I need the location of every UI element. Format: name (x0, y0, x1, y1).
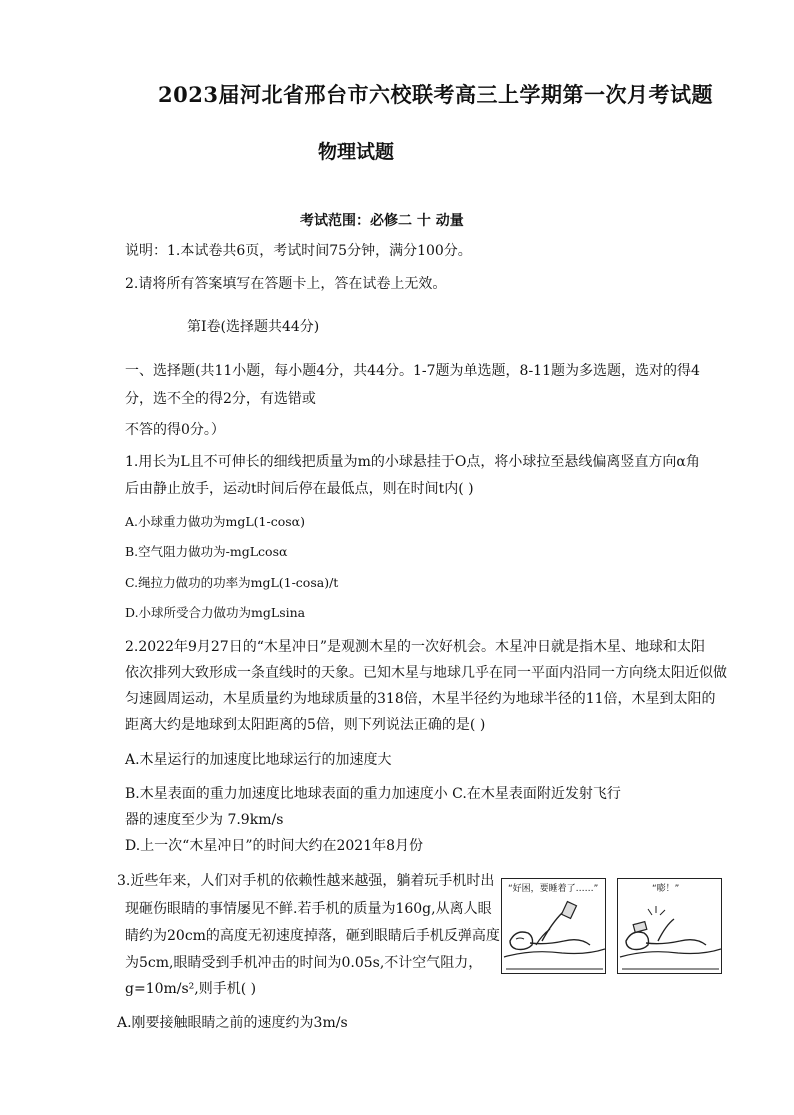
instruction-line-2: 2.请将所有答案填写在答题卡上，答在试卷上无效。 (125, 276, 447, 292)
subject-title: 物理试题 (318, 141, 395, 163)
q2-stem-line-1: 2.2022年9月27日的“木星冲日”是观测木星的一次好机会。木星冲日就是指木星、地球和太阳 (125, 639, 706, 655)
phone-drop-figure (501, 878, 725, 974)
q1-option-a: A.小球重力做功为mgL(1-cosα) (125, 514, 305, 529)
figure-panel-bang (617, 878, 722, 974)
q3-stem-line-4: 为5cm,眼睛受到手机冲击的时间为0.05s,不计空气阻力， (125, 955, 483, 971)
q1-option-d: D.小球所受合力做功为mgLsina (125, 605, 306, 620)
figure-panel-sleepy (501, 878, 606, 974)
q1-stem-line-2: 后由静止放手，运动t时间后停在最低点，则在时间t内( ) (125, 481, 474, 497)
person-lying-illustration (502, 879, 606, 974)
q2-option-a: A.木星运行的加速度比地球运行的加速度大 (125, 752, 392, 768)
q2-stem-line-3: 匀速圆周运动，木星质量约为地球质量的318倍，木星半径约为地球半径的11倍，木星到太阳的 (125, 691, 716, 707)
part1-title: 第Ⅰ卷(选择题共44分) (187, 319, 320, 335)
q3-option-a: A.刚要接触眼睛之前的速度约为3m/s (117, 1015, 348, 1031)
q3-stem-line-3: 睛约为20cm的高度无初速度掉落，砸到眼睛后手机反弹高度 (125, 928, 500, 944)
q1-option-b: B.空气阻力做功为-mgLcosα (125, 544, 288, 559)
q3-stem-line-5: g=10m/s²,则手机( ) (125, 981, 257, 997)
q2-stem-line-2: 依次排列大致形成一条直线时的天象。已知木星与地球几乎在同一平面内沿同一方向绕太阳近似做 (125, 665, 727, 681)
q3-stem-line-1: 3.近些年来，人们对手机的依赖性越来越强，躺着玩手机时出 (117, 873, 495, 889)
q2-stem-line-4: 距离大约是地球到太阳距离的5倍，则下列说法正确的是( ) (125, 717, 486, 733)
q1-option-c: C.绳拉力做功的功率为mgL(1-cosa)/t (125, 575, 339, 590)
figure-caption-bang: “嘭！” (652, 884, 680, 894)
section1-line-3: 不答的得0分。） (125, 422, 225, 438)
q2-option-c-cont: 器的速度至少为 7.9km/s (125, 812, 284, 828)
phone-falling-illustration (618, 879, 722, 974)
exam-scope: 考试范围：必修二 十 动量 (300, 213, 464, 229)
section1-line-2: 分，选不全的得2分，有选错或 (125, 391, 316, 407)
section1-line-1: 一、选择题(共11小题，每小题4分，共44分。1-7题为单选题，8-11题为多选题，选对的得4 (125, 363, 700, 379)
q2-option-d: D.上一次“木星冲日”的时间大约在2021年8月份 (125, 838, 424, 854)
instruction-line-1: 说明：1.本试卷共6页，考试时间75分钟，满分100分。 (125, 243, 472, 259)
q2-option-bc: B.木星表面的重力加速度比地球表面的重力加速度小 C.在木星表面附近发射飞行 (125, 786, 621, 802)
exam-title: 2023届河北省邢台市六校联考高三上学期第一次月考试题 (158, 82, 713, 107)
q1-stem-line-1: 1.用长为L且不可伸长的细线把质量为m的小球悬挂于O点，将小球拉至悬线偏离竖直方向α角 (125, 454, 700, 470)
figure-caption-sleepy: “好困，要睡着了……” (508, 884, 599, 894)
q3-stem-line-2: 现砸伤眼睛的事情屡见不鲜.若手机的质量为160g,从离人眼 (125, 901, 492, 917)
